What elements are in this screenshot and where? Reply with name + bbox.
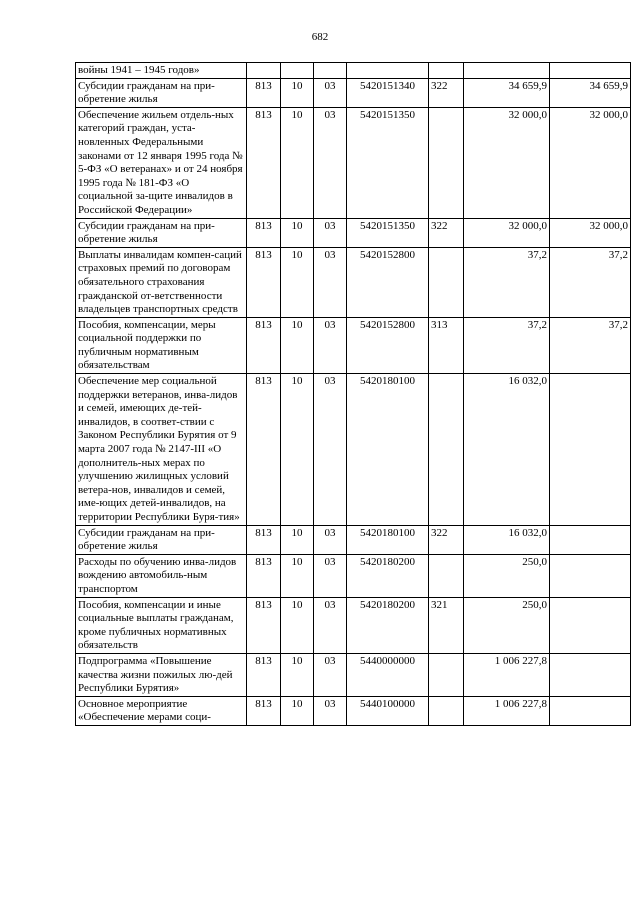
row-name: Пособия, компенсации и иные социальные выплаты гражданам, кроме публичных нормативных обязательств	[76, 597, 247, 653]
amount-year-1: 32 000,0	[464, 107, 550, 218]
amount-year-1: 1 006 227,8	[464, 653, 550, 696]
table-row	[76, 78, 631, 107]
admin-code: 813	[247, 107, 281, 218]
section-code: 10	[281, 653, 314, 696]
target-article: 5420152800	[347, 247, 429, 317]
table-row	[76, 107, 631, 218]
target-article: 5420180100	[347, 525, 429, 554]
admin-code: 813	[247, 374, 281, 526]
section-code: 10	[281, 317, 314, 373]
subsection-code	[314, 63, 347, 79]
target-article: 5440100000	[347, 696, 429, 725]
section-code: 10	[281, 525, 314, 554]
admin-code: 813	[247, 247, 281, 317]
table-row	[76, 317, 631, 373]
admin-code	[247, 63, 281, 79]
table-row	[76, 525, 631, 554]
amount-year-1: 37,2	[464, 247, 550, 317]
admin-code: 813	[247, 653, 281, 696]
amount-year-2: 32 000,0	[550, 107, 631, 218]
subsection-code: 03	[314, 107, 347, 218]
row-name: Субсидии гражданам на при-обретение жилья	[76, 218, 247, 247]
target-article: 5420152800	[347, 317, 429, 373]
expense-type	[429, 107, 464, 218]
subsection-code: 03	[314, 374, 347, 526]
section-code: 10	[281, 554, 314, 597]
amount-year-2: 37,2	[550, 247, 631, 317]
subsection-code: 03	[314, 317, 347, 373]
subsection-code: 03	[314, 554, 347, 597]
amount-year-2	[550, 374, 631, 526]
table-row	[76, 63, 631, 79]
row-name: Обеспечение жильем отдель-ных категорий граждан, уста-новленных Федеральными законами от 12 января 1995 года № 5-ФЗ «О ветеранах» и от 24 ноября 1995 года № 181-ФЗ «О социальной за-щите инвалидов в Российской Федерации»	[76, 107, 247, 218]
row-name: Пособия, компенсации, меры социальной поддержки по публичным нормативным обязательствам	[76, 317, 247, 373]
amount-year-1: 250,0	[464, 597, 550, 653]
row-name: Субсидии гражданам на при-обретение жилья	[76, 525, 247, 554]
expense-type: 322	[429, 525, 464, 554]
section-code: 10	[281, 107, 314, 218]
subsection-code: 03	[314, 525, 347, 554]
amount-year-1: 37,2	[464, 317, 550, 373]
admin-code: 813	[247, 317, 281, 373]
target-article	[347, 63, 429, 79]
row-name: Основное мероприятие «Обеспечение мерами соци-	[76, 696, 247, 725]
admin-code: 813	[247, 554, 281, 597]
row-name: Подпрограмма «Повышение качества жизни пожилых лю-дей Республики Бурятия»	[76, 653, 247, 696]
amount-year-1: 34 659,9	[464, 78, 550, 107]
expense-type	[429, 374, 464, 526]
amount-year-2	[550, 653, 631, 696]
amount-year-2	[550, 597, 631, 653]
subsection-code: 03	[314, 247, 347, 317]
amount-year-2: 37,2	[550, 317, 631, 373]
admin-code: 813	[247, 218, 281, 247]
expense-type: 321	[429, 597, 464, 653]
table-row	[76, 554, 631, 597]
amount-year-1: 32 000,0	[464, 218, 550, 247]
admin-code: 813	[247, 78, 281, 107]
amount-year-1: 1 006 227,8	[464, 696, 550, 725]
amount-year-1: 16 032,0	[464, 525, 550, 554]
expense-type: 322	[429, 218, 464, 247]
expense-type	[429, 696, 464, 725]
section-code	[281, 63, 314, 79]
target-article: 5420151340	[347, 78, 429, 107]
section-code: 10	[281, 597, 314, 653]
admin-code: 813	[247, 525, 281, 554]
section-code: 10	[281, 247, 314, 317]
amount-year-2	[550, 696, 631, 725]
amount-year-2	[550, 525, 631, 554]
row-name: Выплаты инвалидам компен-саций страховых премий по договорам обязательного страхования гражданской от-ветственности владельцев транспортных средств	[76, 247, 247, 317]
admin-code: 813	[247, 696, 281, 725]
row-name: войны 1941 – 1945 годов»	[76, 63, 247, 79]
expense-type	[429, 554, 464, 597]
expense-type	[429, 653, 464, 696]
subsection-code: 03	[314, 653, 347, 696]
target-article: 5420151350	[347, 218, 429, 247]
expense-type	[429, 247, 464, 317]
row-name: Обеспечение мер социальной поддержки ветеранов, инва-лидов и семей, имеющих де-тей-инвалидов, в соответ-ствии с Законом Республики Бурятия от 9 марта 2007 года № 2147-III «О дополнитель-ных мерах по улучшению жилищных условий ветера-нов, инвалидов и семей, име-ющих детей-инвалидов, на территории Республики Буря-тия»	[76, 374, 247, 526]
table-row	[76, 653, 631, 696]
table-row	[76, 374, 631, 526]
row-name: Расходы по обучению инва-лидов вождению автомобиль-ным транспортом	[76, 554, 247, 597]
page-number: 682	[311, 31, 329, 43]
section-code: 10	[281, 218, 314, 247]
amount-year-2: 32 000,0	[550, 218, 631, 247]
subsection-code: 03	[314, 696, 347, 725]
target-article: 5420180200	[347, 597, 429, 653]
subsection-code: 03	[314, 78, 347, 107]
amount-year-2	[550, 554, 631, 597]
budget-table	[75, 62, 631, 726]
admin-code: 813	[247, 597, 281, 653]
expense-type: 313	[429, 317, 464, 373]
table-row	[76, 696, 631, 725]
amount-year-1: 16 032,0	[464, 374, 550, 526]
amount-year-1: 250,0	[464, 554, 550, 597]
table-row	[76, 597, 631, 653]
target-article: 5440000000	[347, 653, 429, 696]
expense-type: 322	[429, 78, 464, 107]
section-code: 10	[281, 78, 314, 107]
target-article: 5420180100	[347, 374, 429, 526]
subsection-code: 03	[314, 597, 347, 653]
row-name: Субсидии гражданам на при-обретение жилья	[76, 78, 247, 107]
table-row	[76, 218, 631, 247]
amount-year-2	[550, 63, 631, 79]
table-row	[76, 247, 631, 317]
expense-type	[429, 63, 464, 79]
subsection-code: 03	[314, 218, 347, 247]
amount-year-1	[464, 63, 550, 79]
amount-year-2: 34 659,9	[550, 78, 631, 107]
target-article: 5420151350	[347, 107, 429, 218]
section-code: 10	[281, 374, 314, 526]
section-code: 10	[281, 696, 314, 725]
target-article: 5420180200	[347, 554, 429, 597]
